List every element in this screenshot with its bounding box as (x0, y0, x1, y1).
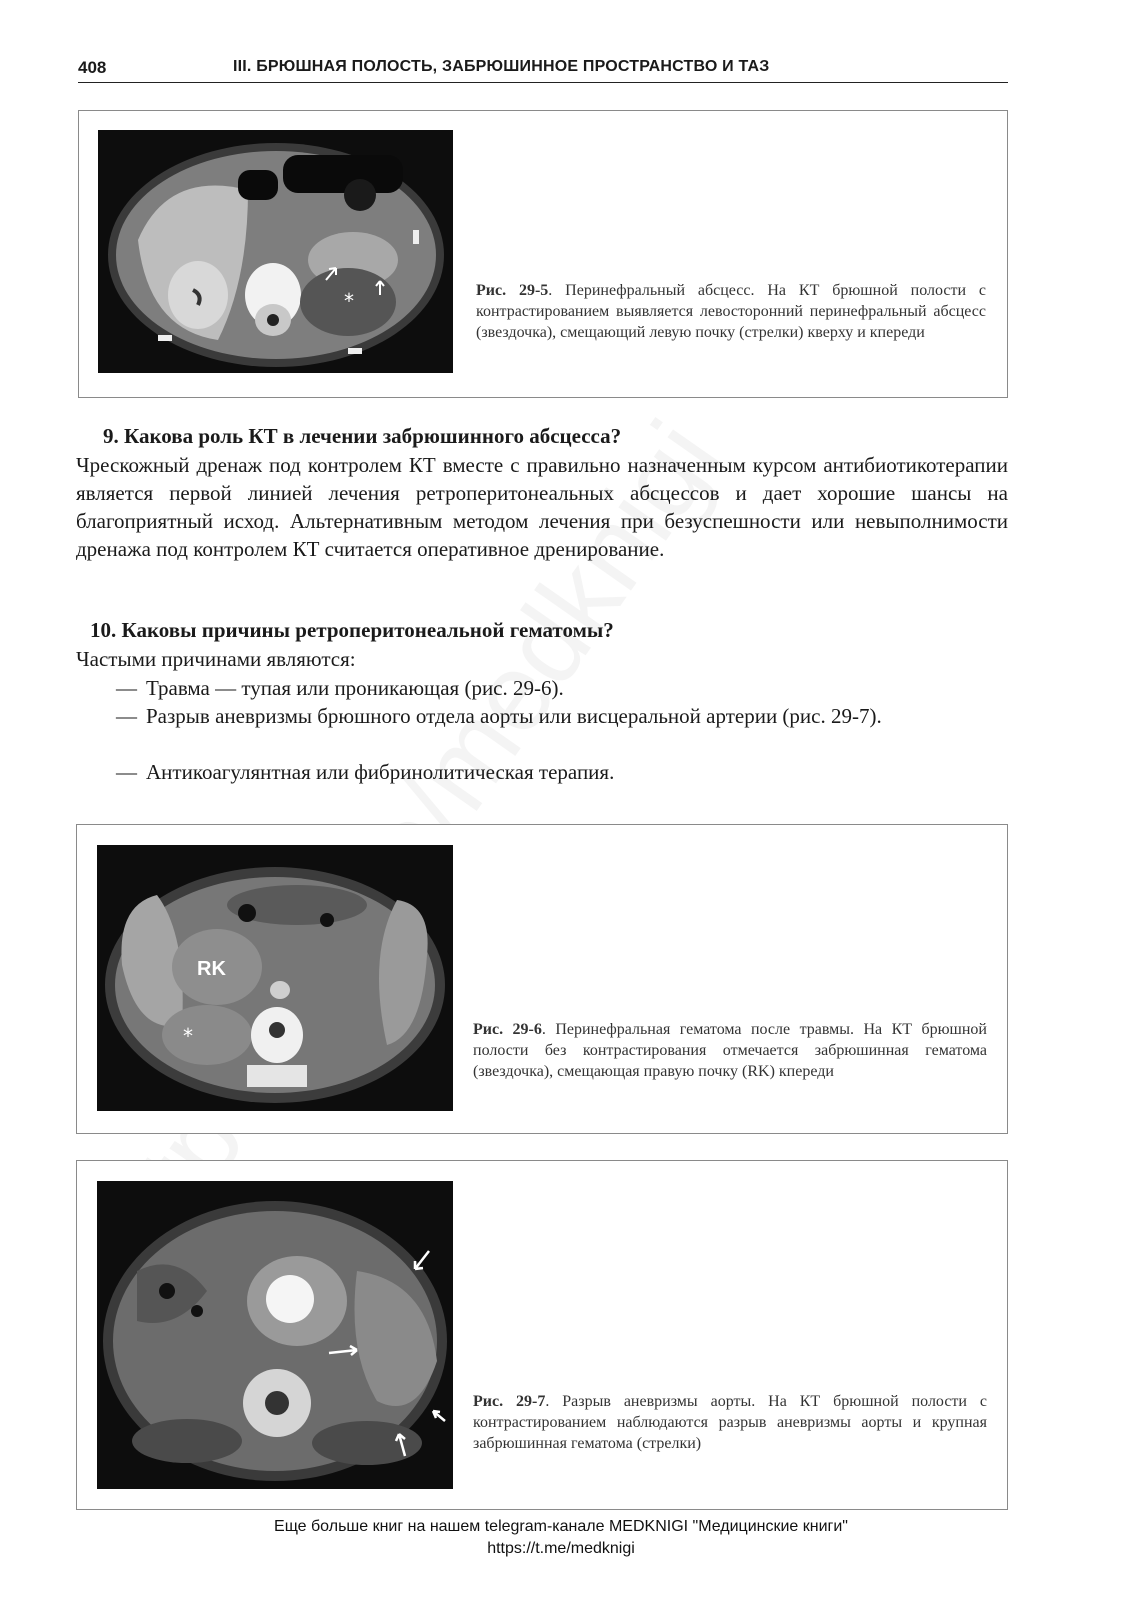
list-item-text: Травма — тупая или проникающая (рис. 29-6). (146, 676, 564, 700)
figure-29-5 (78, 110, 1008, 398)
caption-29-5 (476, 280, 986, 343)
list-item (116, 758, 1008, 786)
running-head: III. БРЮШНАЯ ПОЛОСТЬ, ЗАБРЮШИННОЕ ПРОСТРАНСТВО И ТАЗ (233, 58, 770, 75)
caption-text: . Разрыв аневризмы аорты. На КТ брюшной полости с контрастированием наблюдаются разрыв аневризмы аорты и крупная забрюшинная гематома (стрелки) (473, 1393, 988, 1452)
caption-label: Рис. 29-5 (476, 282, 549, 299)
hematoma-marker: * (183, 1024, 193, 1048)
list-item-text: Антикоагулянтная или фибринолитическая терапия. (146, 760, 615, 784)
question-9-title: 9. Какова роль КТ в лечении забрюшинного абсцесса? (103, 424, 622, 448)
ct-image-29-6 (97, 845, 453, 1111)
caption-text: . Перинефральный абсцесс. На КТ брюшной полости с контрастированием выявляется левосторонний перинефральный абсцесс (звездочка), смещающий левую почку (стрелки) кверху и кпереди (476, 282, 986, 341)
footer-link[interactable]: https://t.me/medknigi (487, 1540, 635, 1557)
ct-image-29-7 (97, 1181, 453, 1489)
question-10-title: 10. Каковы причины ретроперитонеальной гематомы? (90, 618, 614, 642)
caption-29-6 (473, 1019, 987, 1082)
list-item (116, 674, 1008, 702)
ct-image-29-5 (98, 130, 453, 373)
footer-line-1: Еще больше книг на нашем telegram-канале MEDKNIGI "Медицинские книги" (274, 1518, 848, 1535)
bullet-dash: — (116, 760, 137, 784)
list-item-text: Разрыв аневризмы брюшного отдела аорты или висцеральной артерии (рис. 29-7). (146, 704, 882, 728)
bullet-dash: — (116, 704, 137, 728)
caption-label: Рис. 29-6 (473, 1021, 542, 1038)
right-kidney-label: RK (197, 958, 226, 980)
figure-29-6 (76, 824, 1008, 1134)
figure-29-7 (76, 1160, 1008, 1510)
list-item (116, 702, 1008, 758)
caption-29-7 (473, 1391, 987, 1454)
caption-label: Рис. 29-7 (473, 1393, 546, 1410)
bullet-dash: — (116, 676, 137, 700)
caption-text: . Перинефральная гематома после травмы. На КТ брюшной полости без контрастирования отмечается забрюшинная гематома (звездочка), смещающая правую почку (RK) кпереди (473, 1021, 987, 1080)
question-10-intro: Частыми причинами являются: (76, 647, 356, 671)
page-header (78, 56, 1008, 83)
question-9-answer: Чрескожный дренаж под контролем КТ вместе с правильно назначенным курсом антибиотикотерапии является первой линией лечения ретроперитонеальных абсцессов и дает хорошие шансы на благоприятный исход. Альтернативным методом лечения при безуспешности или невыполнимости дренажа под контролем КТ считается оперативное дренирование. (76, 453, 1008, 561)
page-number: 408 (78, 58, 107, 77)
abscess-marker: * (344, 289, 354, 313)
